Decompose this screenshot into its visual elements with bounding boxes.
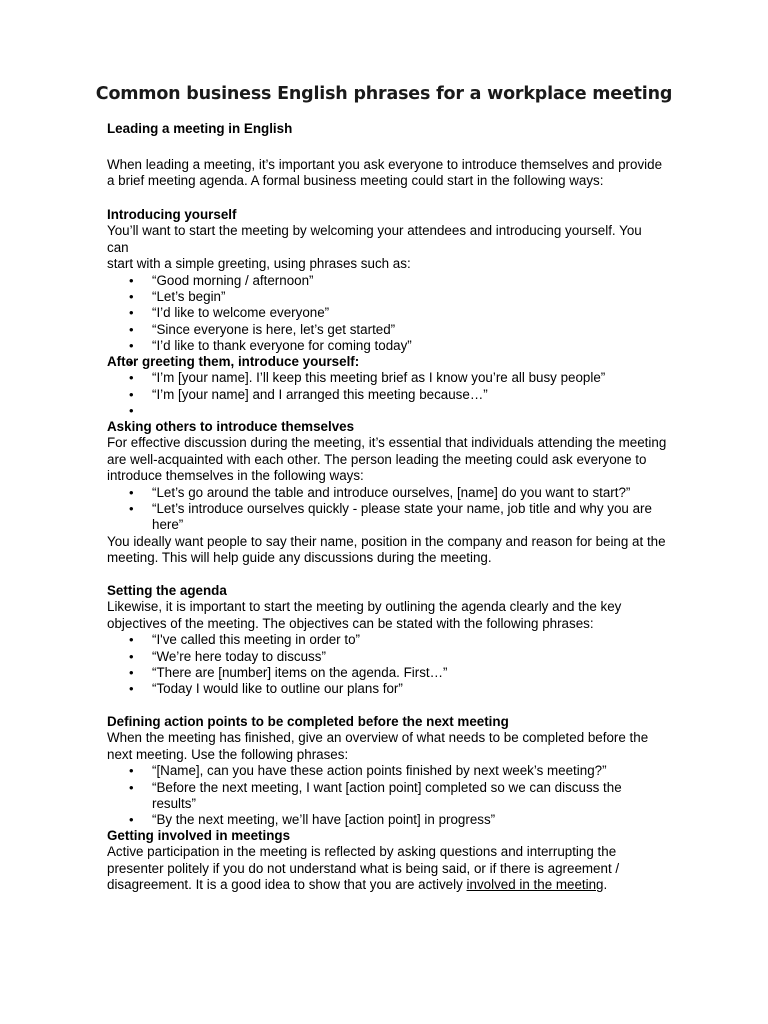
bullet-list — [107, 763, 667, 829]
list-item-line: here” — [152, 517, 184, 533]
section-agenda — [107, 583, 667, 698]
list-item: • “By the next meeting, we’ll have [action point] in progress” — [107, 812, 667, 828]
list-item: • “I’m [your name]. I’ll keep this meeting brief as I know you’re all busy people” — [107, 370, 667, 386]
list-item: • “Let’s go around the table and introduce ourselves, [name] do you want to start?” — [107, 485, 667, 501]
list-item: • “Today I would like to outline our plans for” — [107, 681, 667, 697]
paragraph-line: For effective discussion during the meeting, it’s essential that individuals attending the meeting — [107, 435, 667, 451]
section-introducing — [107, 207, 667, 371]
list-item-empty — [107, 403, 667, 419]
section-heading: Setting the agenda — [107, 583, 227, 598]
paragraph-line: introduce themselves in the following ways: — [107, 468, 364, 484]
list-item: • “There are [number] items on the agenda. First…” — [107, 665, 667, 681]
section-heading: Asking others to introduce themselves — [107, 419, 355, 434]
section-after-greeting — [107, 354, 667, 420]
bullet-list — [107, 485, 667, 534]
paragraph-line — [107, 877, 667, 893]
section-heading: Getting involved in meetings — [107, 828, 291, 843]
bullet-list — [107, 370, 667, 419]
page-title: Common business English phrases for a workplace meeting — [95, 84, 673, 104]
text-span: disagreement. It is a good idea to show that you are actively — [107, 877, 467, 893]
text-span: . — [603, 877, 608, 893]
list-item: • “I've called this meeting in order to” — [107, 632, 667, 648]
section-heading: Leading a meeting in English — [107, 121, 293, 136]
section-leading — [107, 121, 667, 137]
list-item: • “Before the next meeting, I want [action point] completed so we can discuss the results” — [107, 780, 667, 813]
paragraph-line: When the meeting has finished, give an overview of what needs to be completed before the — [107, 730, 649, 746]
section-heading: Defining action points to be completed before the next meeting — [107, 714, 509, 729]
list-item: • “Let’s begin” — [107, 289, 667, 305]
list-item: • “I’m [your name] and I arranged this meeting because…” — [107, 387, 667, 403]
list-item-line: • “Let’s introduce ourselves quickly - please state your name, job title and why you are — [152, 501, 652, 517]
paragraph-line: next meeting. Use the following phrases: — [107, 746, 349, 762]
paragraph-line: start with a simple greeting, using phrases such as: — [107, 256, 411, 272]
paragraph-line: a brief meeting agenda. A formal business meeting could start in the following ways: — [107, 173, 604, 189]
paragraph-line: You’ll want to start the meeting by welcoming your attendees and introducing yourself. You can — [107, 223, 642, 255]
section-leading-body — [107, 157, 667, 190]
section-involved — [107, 828, 667, 894]
list-item: • “We’re here today to discuss” — [107, 649, 667, 665]
paragraph-line: Likewise, it is important to start the meeting by outlining the agenda clearly and the key — [107, 599, 622, 615]
bullet-list — [107, 632, 667, 698]
list-item: • “I’d like to thank everyone for coming today” — [107, 338, 667, 354]
list-item: • “I’d like to welcome everyone” — [107, 305, 667, 321]
paragraph-line: meeting. This will help guide any discussions during the meeting. — [107, 550, 492, 566]
involved-in-meeting-link[interactable]: involved in the meeting — [466, 877, 604, 893]
list-item: • “[Name], can you have these action points finished by next week’s meeting?” — [107, 763, 667, 779]
list-item: • “Good morning / afternoon” — [107, 273, 667, 289]
section-action-points — [107, 714, 667, 829]
section-heading: After greeting them, introduce yourself: — [107, 354, 360, 369]
paragraph-line: When leading a meeting, it’s important you ask everyone to introduce themselves and provide — [107, 157, 663, 172]
section-asking-others — [107, 419, 667, 567]
paragraph-line: You ideally want people to say their name, position in the company and reason for being at the — [107, 533, 666, 549]
paragraph-line: are well-acquainted with each other. The person leading the meeting could ask everyone to — [107, 451, 647, 467]
paragraph-line: Active participation in the meeting is reflected by asking questions and interrupting the — [107, 844, 617, 860]
paragraph-line: objectives of the meeting. The objectives can be stated with the following phrases: — [107, 615, 594, 631]
paragraph-line: presenter politely if you do not understand what is being said, or if there is agreement / — [107, 860, 620, 876]
list-item — [107, 501, 667, 534]
section-heading: Introducing yourself — [107, 207, 237, 222]
list-item: • “Since everyone is here, let’s get started” — [107, 322, 667, 338]
